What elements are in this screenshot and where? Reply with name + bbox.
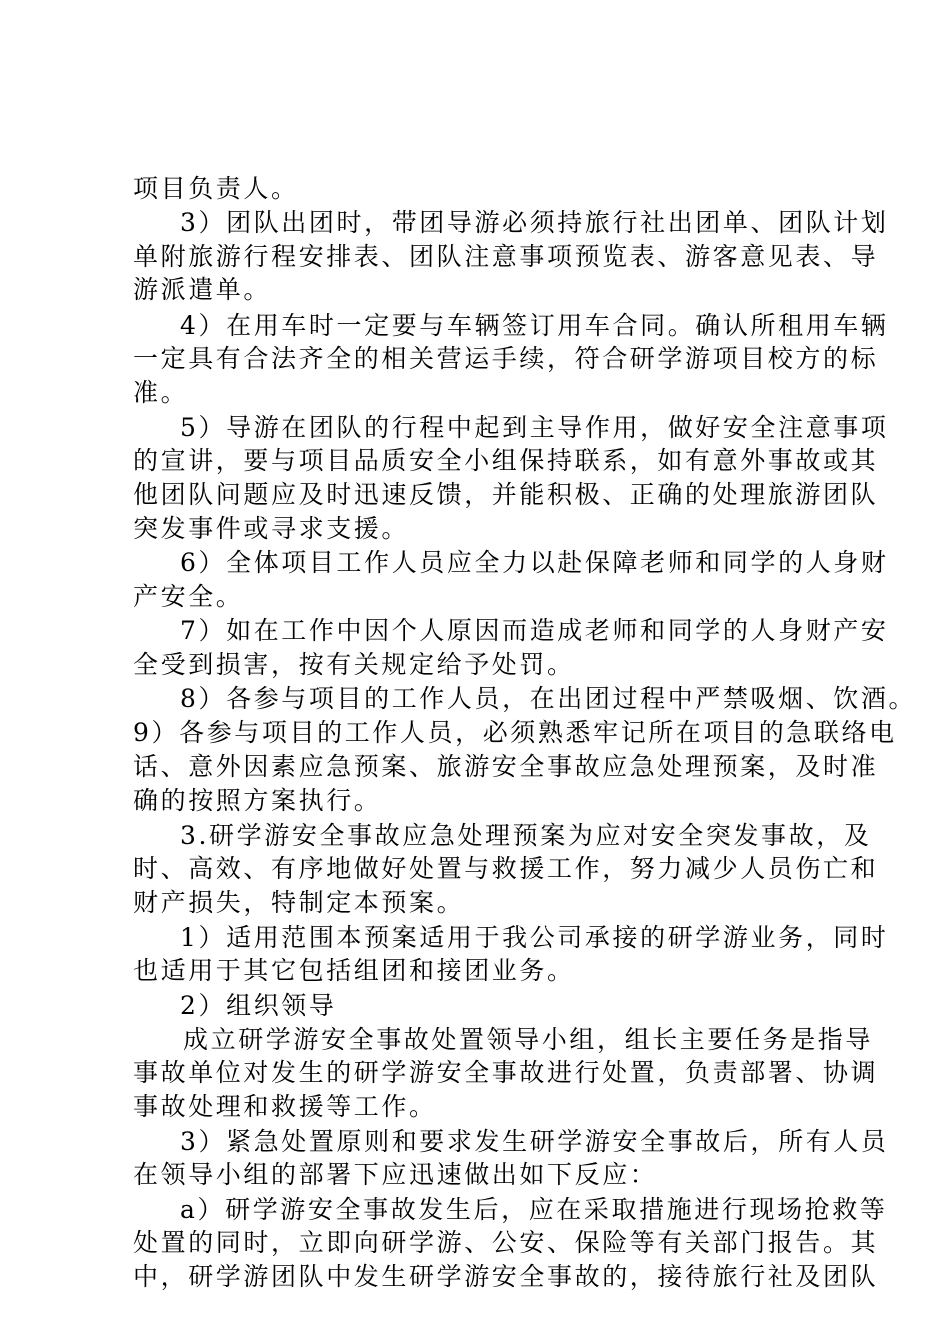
text-line: 事故处理和救援等工作。 (133, 1092, 437, 1121)
text-line: 9）各参与项目的工作人员，必须熟悉牢记所在项目的急联络电 (133, 718, 897, 747)
text-line: 3）团队出团时，带团导游必须持旅行社出团单、团队计划 (180, 208, 889, 237)
text-line: 成立研学游安全事故处置领导小组，组长主要任务是指导 (183, 1025, 874, 1054)
text-line: 话、意外因素应急预案、旅游安全事故应急处理预案，及时准 (133, 752, 879, 781)
text-line: 项目负责人。 (133, 174, 299, 203)
text-line: 也适用于其它包括组团和接团业务。 (133, 956, 575, 985)
text-line: 单附旅游行程安排表、团队注意事项预览表、游客意见表、导 (133, 242, 879, 271)
text-line: 中，研学游团队中发生研学游安全事故的，接待旅行社及团队 (133, 1262, 879, 1291)
text-line: 3.研学游安全事故应急处理预案为应对安全突发事故，及 (180, 821, 872, 850)
text-line: 突发事件或寻求支援。 (133, 514, 410, 543)
text-line: 7）如在工作中因个人原因而造成老师和同学的人身财产安 (180, 616, 889, 645)
text-line: 准。 (133, 378, 189, 407)
text-line: 全受到损害，按有关规定给予处罚。 (133, 650, 575, 679)
text-line: 4）在用车时一定要与车辆签订用车合同。确认所租用车辆 (180, 311, 889, 340)
text-line: 2）组织领导 (180, 991, 337, 1020)
text-line: 3）紧急处置原则和要求发生研学游安全事故后，所有人员 (180, 1127, 889, 1156)
text-line: 事故单位对发生的研学游安全事故进行处置，负责部署、协调 (133, 1058, 879, 1087)
text-line: 8）各参与项目的工作人员，在出团过程中严禁吸烟、饮酒。 (180, 684, 917, 713)
text-line: 处置的同时，立即向研学游、公安、保险等有关部门报告。其 (133, 1228, 879, 1257)
text-line: 他团队问题应及时迅速反馈，并能积极、正确的处理旅游团队 (133, 480, 879, 509)
text-line: 5）导游在团队的行程中起到主导作用，做好安全注意事项 (180, 413, 889, 442)
text-line: 游派遣单。 (133, 275, 272, 304)
text-line: 的宣讲，要与项目品质安全小组保持联系，如有意外事故或其 (133, 446, 879, 475)
text-line: 确的按照方案执行。 (133, 786, 382, 815)
text-line: 财产损失，特制定本预案。 (133, 888, 465, 917)
text-line: 6）全体项目工作人员应全力以赴保障老师和同学的人身财 (180, 548, 889, 577)
text-line: 一定具有合法齐全的相关营运手续，符合研学游项目校方的标 (133, 344, 879, 373)
text-line: 时、高效、有序地做好处置与救援工作，努力减少人员伤亡和 (133, 854, 879, 883)
text-line: a）研学游安全事故发生后，应在采取措施进行现场抢救等 (180, 1195, 888, 1224)
text-line: 在领导小组的部署下应迅速做出如下反应： (133, 1160, 658, 1189)
text-line: 1）适用范围本预案适用于我公司承接的研学游业务，同时 (180, 923, 889, 952)
text-line: 产安全。 (133, 582, 244, 611)
